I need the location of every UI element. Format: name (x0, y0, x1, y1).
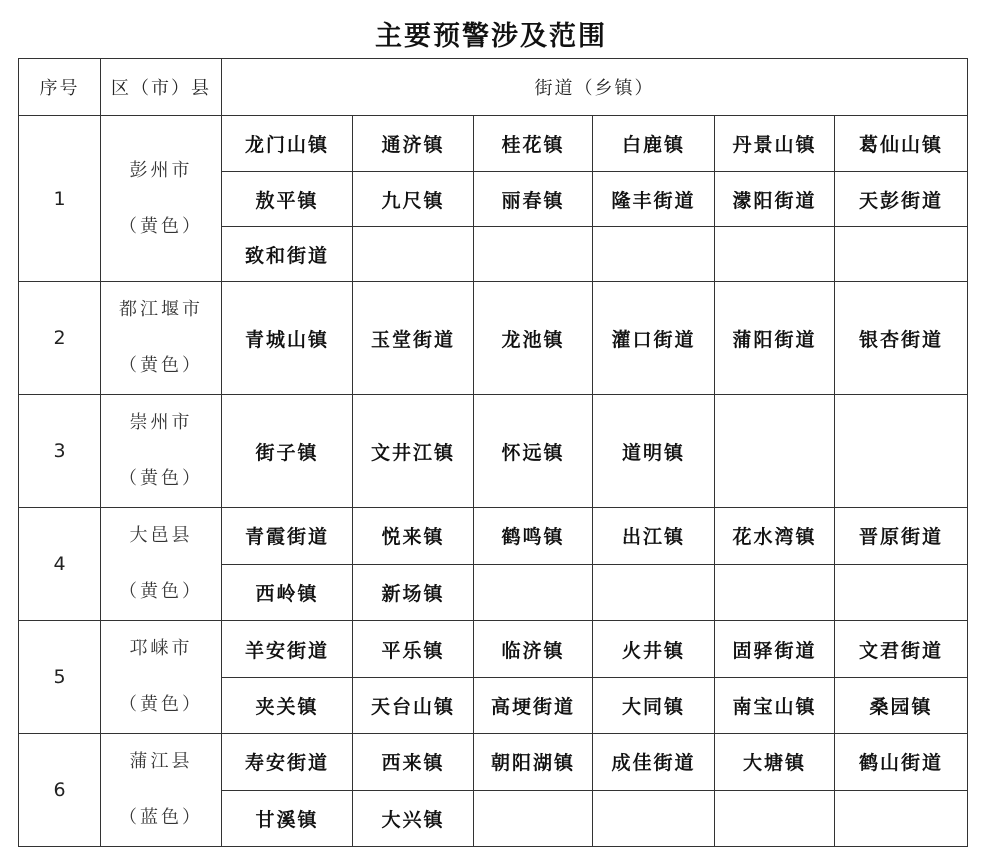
town-cell: 街子镇 (222, 395, 353, 508)
town-cell: 青城山镇 (222, 282, 353, 395)
town-cell: 成佳街道 (593, 734, 715, 791)
town-cell: 九尺镇 (353, 172, 474, 227)
district-cell (101, 282, 222, 395)
town-cell: 龙门山镇 (222, 116, 353, 172)
warning-scope-table (18, 58, 968, 847)
town-cell: 文君街道 (835, 621, 968, 678)
town-cell: 朝阳湖镇 (474, 734, 593, 791)
warning-level: （黄色） (119, 355, 203, 376)
town-cell: 致和街道 (222, 227, 353, 282)
district-cell (101, 116, 222, 282)
town-cell (593, 564, 715, 621)
table-row (19, 734, 968, 791)
town-cell (715, 564, 835, 621)
town-cell (593, 227, 715, 282)
town-cell: 火井镇 (593, 621, 715, 678)
header-towns: 街道（乡镇） (222, 59, 968, 116)
town-cell: 鹤山街道 (835, 734, 968, 791)
town-cell: 临济镇 (474, 621, 593, 678)
sequence-number: 2 (19, 282, 101, 395)
town-cell: 丹景山镇 (715, 116, 835, 172)
town-cell (715, 790, 835, 847)
district-name: 蒲江县 (129, 751, 193, 772)
warning-level: （蓝色） (119, 807, 203, 828)
town-cell: 悦来镇 (353, 508, 474, 565)
town-cell: 白鹿镇 (593, 116, 715, 172)
town-cell: 平乐镇 (353, 621, 474, 678)
town-cell: 鹤鸣镇 (474, 508, 593, 565)
town-cell: 丽春镇 (474, 172, 593, 227)
town-cell: 寿安街道 (222, 734, 353, 791)
table-row (19, 621, 968, 678)
town-cell: 银杏街道 (835, 282, 968, 395)
town-cell: 蒲阳街道 (715, 282, 835, 395)
town-cell: 西岭镇 (222, 564, 353, 621)
town-cell: 敖平镇 (222, 172, 353, 227)
town-cell: 西来镇 (353, 734, 474, 791)
town-cell: 通济镇 (353, 116, 474, 172)
town-cell (474, 564, 593, 621)
town-cell: 天台山镇 (353, 678, 474, 734)
table-row (19, 508, 968, 565)
town-cell: 青霞街道 (222, 508, 353, 565)
header-district: 区（市）县 (101, 59, 222, 116)
town-cell: 羊安街道 (222, 621, 353, 678)
town-cell: 濛阳街道 (715, 172, 835, 227)
town-cell: 花水湾镇 (715, 508, 835, 565)
town-cell (474, 227, 593, 282)
table-row (19, 395, 968, 508)
town-cell: 新场镇 (353, 564, 474, 621)
district-cell (101, 508, 222, 621)
district-cell (101, 395, 222, 508)
town-cell: 甘溪镇 (222, 790, 353, 847)
town-cell (835, 395, 968, 508)
warning-level: （黄色） (119, 468, 203, 489)
town-cell: 南宝山镇 (715, 678, 835, 734)
district-name: 大邑县 (129, 525, 193, 546)
town-cell: 大同镇 (593, 678, 715, 734)
town-cell (835, 790, 968, 847)
district-cell (101, 621, 222, 734)
district-name: 彭州市 (129, 159, 193, 181)
warning-level: （黄色） (119, 694, 203, 715)
town-cell: 隆丰街道 (593, 172, 715, 227)
town-cell (474, 790, 593, 847)
sequence-number: 5 (19, 621, 101, 734)
town-cell: 玉堂街道 (353, 282, 474, 395)
table-row (19, 116, 968, 172)
town-cell: 晋原街道 (835, 508, 968, 565)
town-cell (715, 395, 835, 508)
town-cell (593, 790, 715, 847)
sequence-number: 1 (19, 116, 101, 282)
town-cell: 灌口街道 (593, 282, 715, 395)
district-name: 崇州市 (129, 412, 193, 433)
warning-level: （黄色） (119, 581, 203, 602)
sequence-number: 6 (19, 734, 101, 847)
town-cell: 固驿街道 (715, 621, 835, 678)
town-cell: 文井江镇 (353, 395, 474, 508)
town-cell: 葛仙山镇 (835, 116, 968, 172)
town-cell: 天彭街道 (835, 172, 968, 227)
town-cell: 桑园镇 (835, 678, 968, 734)
page-title: 主要预警涉及范围 (375, 21, 607, 52)
town-cell: 桂花镇 (474, 116, 593, 172)
district-name: 邛崃市 (129, 638, 193, 659)
town-cell: 出江镇 (593, 508, 715, 565)
town-cell (353, 227, 474, 282)
district-name: 都江堰市 (119, 299, 203, 320)
town-cell: 大塘镇 (715, 734, 835, 791)
town-cell: 夹关镇 (222, 678, 353, 734)
header-seq: 序号 (19, 59, 101, 116)
header-row (19, 59, 968, 116)
town-cell (715, 227, 835, 282)
town-cell: 龙池镇 (474, 282, 593, 395)
warning-level: （黄色） (119, 215, 203, 237)
town-cell: 道明镇 (593, 395, 715, 508)
town-cell: 高埂街道 (474, 678, 593, 734)
district-cell (101, 734, 222, 847)
town-cell (835, 564, 968, 621)
sequence-number: 4 (19, 508, 101, 621)
sequence-number: 3 (19, 395, 101, 508)
table-row (19, 282, 968, 395)
town-cell: 大兴镇 (353, 790, 474, 847)
town-cell: 怀远镇 (474, 395, 593, 508)
town-cell (835, 227, 968, 282)
